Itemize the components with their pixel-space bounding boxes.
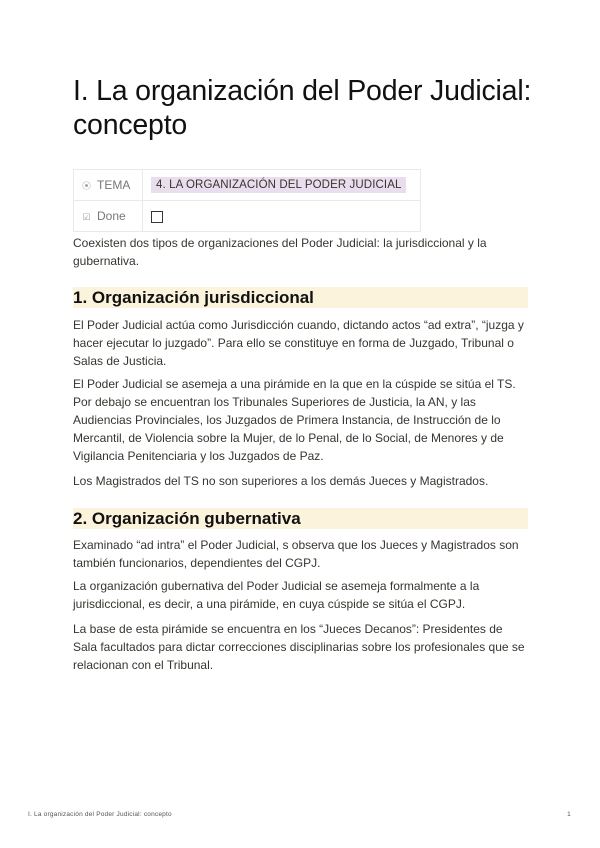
- intro-block: [73, 234, 528, 270]
- property-row-tema: [74, 170, 421, 201]
- done-checkbox[interactable]: [151, 211, 163, 223]
- property-value-done[interactable]: [143, 201, 421, 232]
- section-2-paragraph: La organización gubernativa del Poder Judicial se asemeja formalmente a la jurisdiccional, es decir, a una pirámide, en cuya cúspide se sitúa el CGPJ.: [73, 579, 480, 611]
- section-2-paragraph: Examinado “ad intra” el Poder Judicial, s observa que los Jueces y Magistrados son también funcionarios, dependientes del CGPJ.: [73, 538, 519, 570]
- section-1-paragraph: El Poder Judicial se asemeja a una pirámide en la que en la cúspide se sitúa el TS. Por debajo se encuentran los Tribunales Superiores de Justicia, la AN, y las Audiencias Provinciales, los Juzgados de Primera Instancia, de Instrucción de lo Mercantil, de Violencia sobre la Mujer, de lo Penal, de lo Social, de Menores y de Vigilancia Penitenciaria y los Juzgados de Paz.: [73, 377, 516, 463]
- property-label-done: Done: [97, 209, 126, 223]
- section-1-paragraph-2-block: [73, 375, 528, 465]
- section-1-paragraph: El Poder Judicial actúa como Jurisdicción cuando, dictando actos “ad extra”, “juzga y hacer ejecutar lo juzgado”. Para ello se constituye en forma de Juzgado, Tribunal o Salas de Justicia.: [73, 318, 524, 368]
- section-2-paragraph-1-block: [73, 536, 528, 572]
- page-footer: [28, 811, 571, 818]
- section-2: [73, 508, 528, 529]
- section-2-heading: 2. Organización gubernativa: [73, 508, 528, 529]
- section-2-paragraph-3-block: [73, 620, 528, 674]
- property-key-done: [74, 201, 143, 232]
- section-1: [73, 287, 528, 308]
- section-2-paragraph-2-block: [73, 577, 528, 613]
- page-title: I. La organización del Poder Judicial: concepto: [73, 75, 532, 141]
- section-2-paragraph: La base de esta pirámide se encuentra en los “Jueces Decanos”: Presidentes de Sala facultados para dictar correcciones disciplinarias sobre los profesionales que se relacionan con el Tribunal.: [73, 622, 525, 672]
- section-1-paragraph-3-block: [73, 472, 528, 490]
- property-key-tema: [74, 170, 143, 201]
- select-icon: ⦿: [81, 181, 91, 191]
- section-1-paragraph-1-block: [73, 316, 528, 370]
- property-row-done: [74, 201, 421, 232]
- tema-tag[interactable]: 4. LA ORGANIZACIÓN DEL PODER JUDICIAL: [151, 177, 406, 193]
- section-1-paragraph: Los Magistrados del TS no son superiores a los demás Jueces y Magistrados.: [73, 474, 489, 488]
- property-value-tema[interactable]: [143, 170, 421, 201]
- footer-title: I. La organización del Poder Judicial: concepto: [28, 811, 172, 818]
- section-1-heading: 1. Organización jurisdiccional: [73, 287, 528, 308]
- intro-paragraph: Coexisten dos tipos de organizaciones del Poder Judicial: la jurisdiccional y la gubernativa.: [73, 236, 487, 268]
- page-number: 1: [567, 811, 571, 818]
- properties-table: [73, 169, 421, 232]
- checkbox-property-icon: ☑: [82, 212, 91, 222]
- property-label-tema: TEMA: [97, 178, 131, 192]
